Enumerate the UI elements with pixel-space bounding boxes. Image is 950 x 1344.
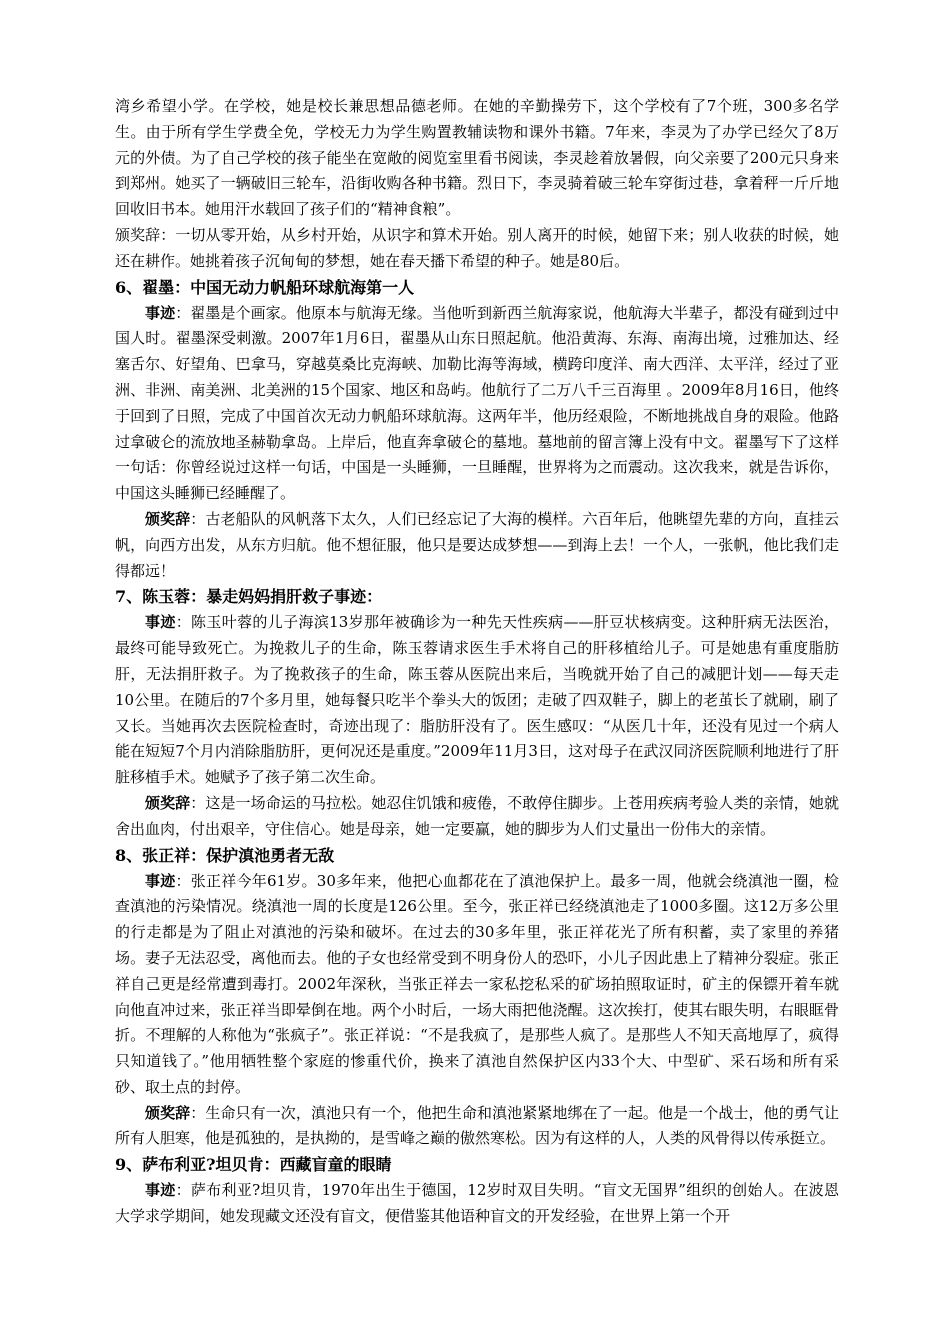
deeds-label: 事迹: [145, 613, 176, 632]
deeds-paragraph: [115, 869, 839, 1101]
deeds-text: ：萨布利亚?坦贝肯，1970年出生于德国，12岁时双目失明。“盲文无国界”组织的创始人。在波恩大学求学期间，她发现藏文还没有盲文，便借鉴其他语种盲文的开发经验，在世界上第一个开: [115, 1181, 839, 1226]
award-text: ：古老船队的风帆落下太久，人们已经忘记了大海的模样。六百年后，他眺望先辈的方向，直挂云帆，向西方出发，从东方归航。他不想征服，他只是要达成梦想——到海上去！一个人，一张帆，他比我们走得都远！: [115, 509, 839, 580]
intro-paragraph: 湾乡希望小学。在学校，她是校长兼思想品德老师。在她的辛勤操劳下，这个学校有了7个班，300多名学生。由于所有学生学费全免，学校无力为学生购置教辅读物和课外书籍。7年来，李灵为了办学已经欠了8万元的外债。为了自己学校的孩子能坐在宽敞的阅览室里看书阅读，李灵趁着放暑假，向父亲要了200元只身来到郑州。她买了一辆破旧三轮车，沿街收购各种书籍。烈日下，李灵骑着破三轮车穿街过巷，拿着秤一斤斤地回收旧书本。她用汗水载回了孩子们的“精神食粮”。: [115, 97, 839, 219]
award-label: 颁奖辞: [145, 1103, 191, 1122]
award-label: 颁奖辞: [145, 793, 191, 812]
section-heading: 8、张正祥：保护滇池勇者无敌: [115, 845, 335, 865]
intro-award-paragraph: 颁奖辞：一切从零开始，从乡村开始，从识字和算术开始。别人离开的时候，她留下来；别人收获的时候，她还在耕作。她挑着孩子沉甸甸的梦想，她在春天播下希望的种子。她是80后。: [115, 225, 839, 270]
award-paragraph: [115, 791, 839, 843]
section-heading: 9、萨布利亚?坦贝肯：西藏盲童的眼睛: [115, 1155, 392, 1175]
deeds-paragraph: [115, 610, 839, 791]
deeds-paragraph: [115, 301, 839, 507]
award-text: ：生命只有一次，滇池只有一个，他把生命和滇池紧紧地绑在了一起。他是一个战士，他的勇气让所有人胆寒，他是孤独的，是执拗的，是雪峰之巅的傲然寒松。因为有这样的人，人类的风骨得以传承挺立。: [115, 1103, 839, 1148]
document-page: [115, 94, 839, 1230]
award-label: 颁奖辞: [145, 509, 191, 528]
award-paragraph: [115, 507, 839, 584]
deeds-label: 事迹: [145, 871, 176, 890]
deeds-text: ：翟墨是个画家。他原本与航海无缘。当他听到新西兰航海家说，他航海大半辈子，都没有碰到过中国人时。翟墨深受刺激。2007年1月6日，翟墨从山东日照起航。他沿黄海、东海、南海出境，过雅加达、经塞舌尔、好望角、巴拿马，穿越莫桑比克海峡、加勒比海等海域，横跨印度洋、南大西洋、太平洋，经过了亚洲、非洲、南美洲、北美洲的15个国家、地区和岛屿。他航行了二万八千三百海里 。2009年8月16日，他终于回到了日照，完成了中国首次无动力帆船环球航海。这两年半，他历经艰险，不断地挑战自身的艰险。他路过拿破仑的流放地圣赫勒拿岛。上岸后，他直奔拿破仑的墓地。墓地前的留言簿上没有中文。翟墨写下了这样一句话：你曾经说过这样一句话，中国是一头睡狮，一旦睡醒，世界将为之而震动。这次我来，就是告诉你，中国这头睡狮已经睡醒了。: [115, 303, 839, 503]
award-text: ：这是一场命运的马拉松。她忍住饥饿和疲倦，不敢停住脚步。上苍用疾病考验人类的亲情，她就舍出血肉，付出艰辛，守住信心。她是母亲，她一定要赢，她的脚步为人们丈量出一份伟大的亲情。: [115, 793, 839, 838]
deeds-label: 事迹: [145, 303, 176, 322]
deeds-label: 事迹: [145, 1181, 176, 1200]
award-paragraph: [115, 1101, 839, 1153]
deeds-paragraph: [115, 1178, 839, 1230]
section-heading: 6、翟墨：中国无动力帆船环球航海第一人: [115, 277, 415, 297]
deeds-text: ：陈玉叶蓉的儿子海滨13岁那年被确诊为一种先天性疾病——肝豆状核病变。这种肝病无法医治，最终可能导致死亡。为挽救儿子的生命，陈玉蓉请求医生手术将自己的肝移植给儿子。可是她患有重度脂肪肝，无法捐肝救子。为了挽救孩子的生命，陈玉蓉从医院出来后，当晚就开始了自己的减肥计划——每天走10公里。在随后的7个多月里，她每餐只吃半个拳头大的饭团；走破了四双鞋子，脚上的老茧长了就刷，刷了又长。当她再次去医院检查时，奇迹出现了：脂肪肝没有了。医生感叹：“从医几十年，还没有见过一个病人能在短短7个月内消除脂肪肝，更何况还是重度。”2009年11月3日，这对母子在武汉同济医院顺利地进行了肝脏移植手术。她赋予了孩子第二次生命。: [115, 613, 839, 787]
section-heading: 7、陈玉蓉：暴走妈妈捐肝救子事迹：: [115, 587, 383, 607]
deeds-text: ：张正祥今年61岁。30多年来，他把心血都花在了滇池保护上。最多一周，他就会绕滇池一圈，检查滇池的污染情况。绕滇池一周的长度是126公里。至今，张正祥已经绕滇池走了1000多圈。这12万多公里的行走都是为了阻止对滇池的污染和破坏。在过去的30多年里，张正祥花光了所有积蓄，卖了家里的养猪场。妻子无法忍受，离他而去。他的子女也经常受到不明身份人的恐吓，小儿子因此患上了精神分裂症。张正祥自己更是经常遭到毒打。2002年深秋，当张正祥去一家私挖私采的矿场拍照取证时，矿主的保镖开着车就向他直冲过来，张正祥当即晕倒在地。两个小时后，一场大雨把他浇醒。这次挨打，使其右眼失明，右眼眶骨折。不理解的人称他为“张疯子”。张正祥说：“不是我疯了，是那些人疯了。是那些人不知天高地厚了，疯得只知道钱了。”他用牺牲整个家庭的惨重代价，换来了滇池自然保护区内33个大、中型矿、采石场和所有采砂、取土点的封停。: [115, 871, 839, 1096]
